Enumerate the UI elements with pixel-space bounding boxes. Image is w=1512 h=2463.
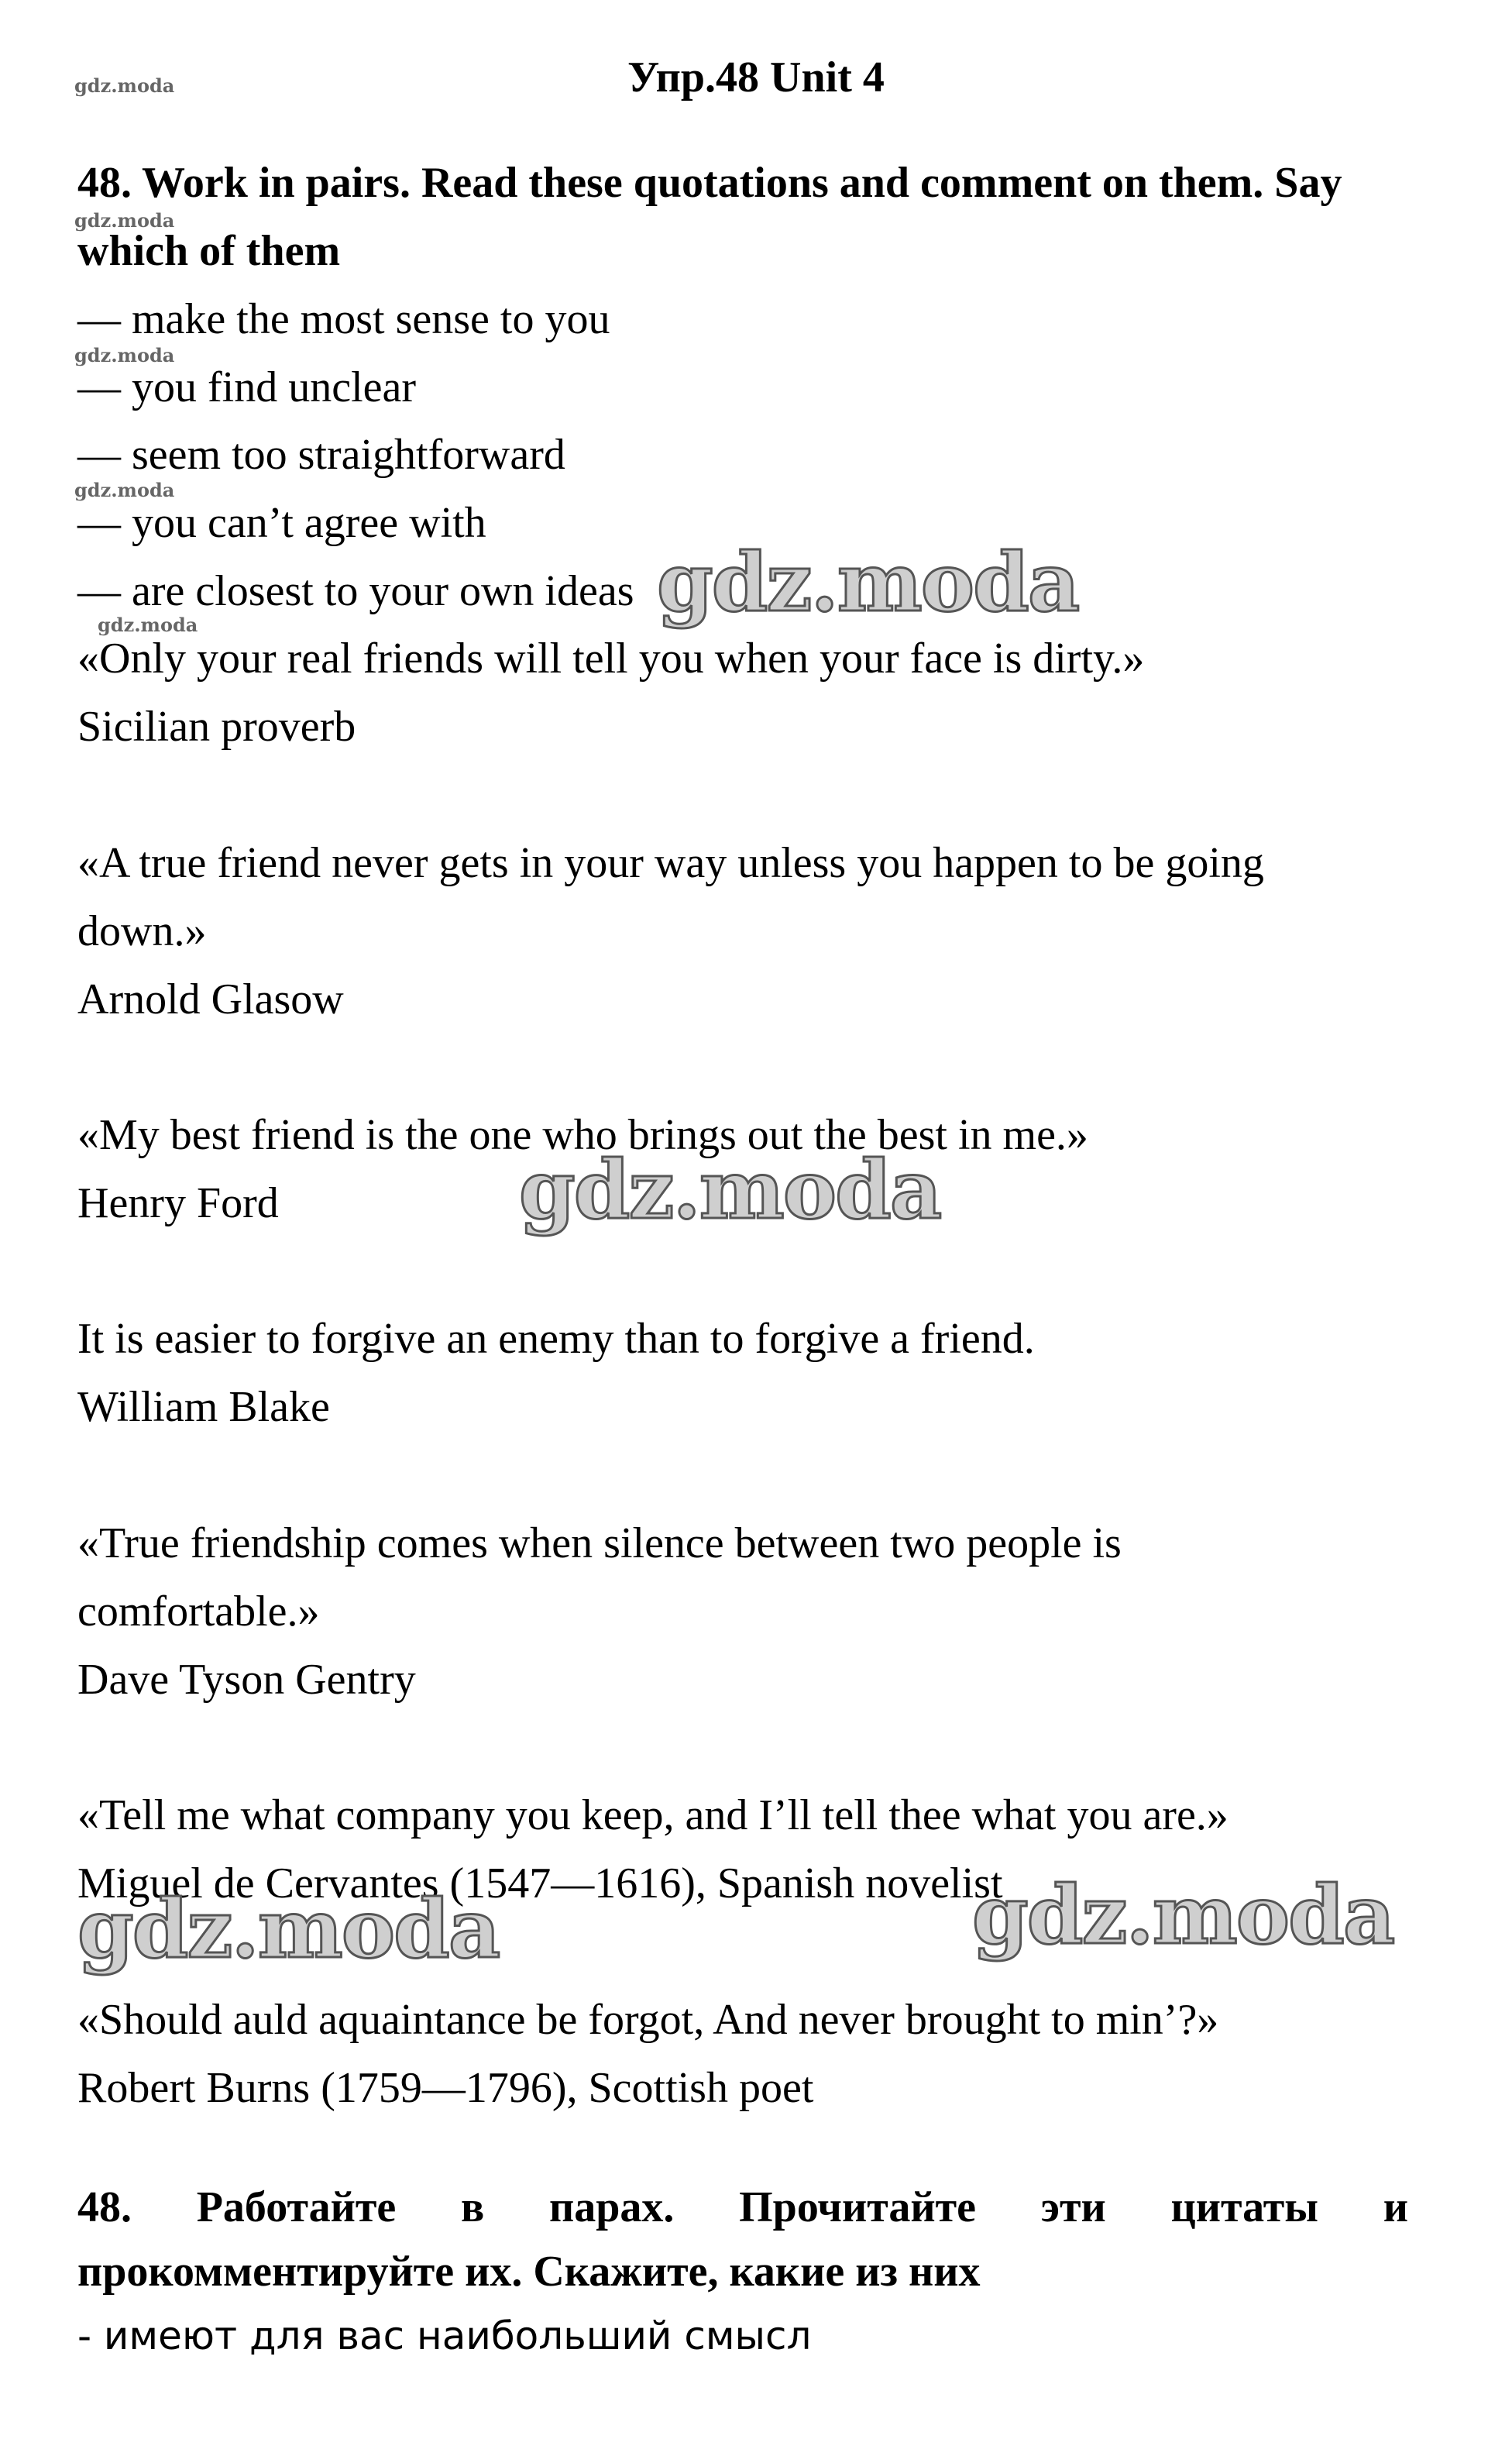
watermark-small: gdz.moda [74,344,175,366]
quote-author: Miguel de Cervantes (1547—1616), Spanish novelist [77,1859,1003,1907]
quote-author: Henry Ford [77,1179,279,1227]
quote-text: «Tell me what company you keep, and I’ll tell thee what you are.» [77,1791,1228,1839]
ru-instruction-line-1 [77,2183,1408,2232]
watermark-large: gdz.moda [657,535,1079,630]
ru-option-item: - имеют для вас наибольший смысл [77,2313,812,2358]
watermark-small: gdz.moda [98,614,198,636]
ru-word: цитаты [1170,2183,1318,2231]
instruction-line-2: which of them [77,227,341,275]
ru-word: Работайте [196,2183,397,2231]
quote-author: Sicilian proverb [77,703,356,751]
option-item: — seem too straightforward [77,431,565,479]
quote-text: It is easier to forgive an enemy than to forgive a friend. [77,1315,1035,1363]
ru-word: эти [1040,2183,1106,2231]
watermark-large: gdz.moda [519,1142,941,1237]
ru-word: парах. [548,2183,675,2231]
option-item: — you can’t agree with [77,499,486,547]
quote-author: Arnold Glasow [77,975,344,1023]
ru-instruction-line-2: прокомментируйте их. Скажите, какие из них [77,2248,981,2296]
quote-text: «My best friend is the one who brings out the best in me.» [77,1111,1088,1159]
watermark-small: gdz.moda [74,209,175,232]
watermark-large: gdz.moda [77,1881,500,1976]
watermark-large: gdz.moda [972,1867,1394,1962]
quote-text: comfortable.» [77,1588,320,1636]
quote-text: «A true friend never gets in your way unless you happen to be going [77,839,1264,887]
watermark-small: gdz.moda [74,74,175,97]
quote-text: down.» [77,907,207,955]
ru-word: Прочитайте [739,2183,977,2231]
quote-author: William Blake [77,1383,330,1431]
option-item: — make the most sense to you [77,295,610,343]
option-item: — are closest to your own ideas [77,567,634,615]
quote-author: Robert Burns (1759—1796), Scottish poet [77,2064,814,2112]
ru-word: и [1383,2183,1408,2231]
option-item: — you find unclear [77,363,416,411]
ru-word: 48. [77,2183,132,2231]
page-title: Упр.48 Unit 4 [627,53,885,101]
ru-word: в [461,2183,485,2231]
quote-text: «True friendship comes when silence between two people is [77,1519,1122,1567]
watermark-small: gdz.moda [74,479,175,501]
quote-text: «Should auld aquaintance be forgot, And never brought to min’?» [77,1996,1219,2044]
quote-author: Dave Tyson Gentry [77,1656,416,1704]
instruction-line-1: 48. Work in pairs. Read these quotations and comment on them. Say [77,159,1342,207]
quote-text: «Only your real friends will tell you when your face is dirty.» [77,635,1145,683]
